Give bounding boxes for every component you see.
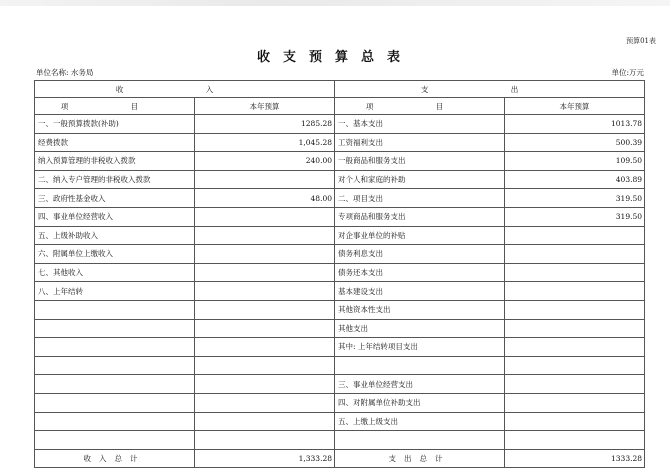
income-value-cell: 240.00 <box>195 152 335 171</box>
expense-item-cell: 二、项目支出 <box>335 189 505 208</box>
income-value-cell: 48.00 <box>195 189 335 208</box>
income-value-cell <box>195 412 335 431</box>
income-item-cell <box>35 412 195 431</box>
income-item-cell: 三、政府性基金收入 <box>35 189 195 208</box>
income-value-cell: 1,045.28 <box>195 133 335 152</box>
column-header-row <box>35 98 645 115</box>
income-value-cell <box>195 338 335 357</box>
expense-value-cell <box>505 226 645 245</box>
expense-item-cell: 一般商品和服务支出 <box>335 152 505 171</box>
table-row <box>35 393 645 412</box>
expense-item-cell <box>335 431 505 450</box>
income-item-cell <box>35 319 195 338</box>
income-item-cell <box>35 338 195 357</box>
expense-item-cell: 对企事业单位的补贴 <box>335 226 505 245</box>
expense-item-cell: 债务利息支出 <box>335 245 505 264</box>
expense-item-cell: 其他资本性支出 <box>335 300 505 319</box>
expense-item-cell: 其他支出 <box>335 319 505 338</box>
table-row <box>35 282 645 301</box>
income-item-cell: 经费拨款 <box>35 133 195 152</box>
expense-item-cell: 工资福利支出 <box>335 133 505 152</box>
income-value-cell <box>195 226 335 245</box>
income-total-value: 1,333.28 <box>195 449 335 468</box>
table-row <box>35 245 645 264</box>
income-section-header: 收 入 <box>35 81 335 98</box>
expense-item-header: 项 目 <box>335 98 505 115</box>
expense-item-cell <box>335 356 505 375</box>
income-budget-header: 本年预算 <box>195 98 335 115</box>
expense-item-cell: 五、上缴上级支出 <box>335 412 505 431</box>
expense-item-cell: 对个人和家庭的补助 <box>335 170 505 189</box>
expense-value-cell: 109.50 <box>505 152 645 171</box>
expense-section-header: 支 出 <box>335 81 645 98</box>
totals-row <box>35 449 645 468</box>
section-header-row <box>35 81 645 98</box>
page-title: 收支预算总表 <box>256 50 413 65</box>
expense-value-cell <box>505 282 645 301</box>
expense-value-cell: 500.39 <box>505 133 645 152</box>
expense-value-cell <box>505 263 645 282</box>
expense-value-cell: 403.89 <box>505 170 645 189</box>
income-item-cell: 六、附属单位上缴收入 <box>35 245 195 264</box>
budget-table <box>34 80 645 468</box>
income-value-cell: 1285.28 <box>195 115 335 134</box>
table-row <box>35 412 645 431</box>
table-row <box>35 319 645 338</box>
table-row <box>35 431 645 450</box>
expense-value-cell <box>505 356 645 375</box>
income-item-cell <box>35 300 195 319</box>
income-value-cell <box>195 282 335 301</box>
income-value-cell <box>195 393 335 412</box>
expense-value-cell <box>505 300 645 319</box>
expense-total-label: 支出总计 <box>335 449 505 468</box>
expense-item-cell: 四、对附属单位补助支出 <box>335 393 505 412</box>
expense-value-cell: 319.50 <box>505 189 645 208</box>
income-value-cell <box>195 319 335 338</box>
table-row <box>35 226 645 245</box>
income-item-cell: 四、事业单位经营收入 <box>35 207 195 226</box>
table-row <box>35 375 645 394</box>
income-item-cell: 纳入预算管理的非税收入拨款 <box>35 152 195 171</box>
table-row <box>35 170 645 189</box>
table-row <box>35 207 645 226</box>
expense-value-cell: 1013.78 <box>505 115 645 134</box>
income-item-cell: 一、一般预算拨款(补助) <box>35 115 195 134</box>
expense-value-cell <box>505 431 645 450</box>
income-value-cell <box>195 356 335 375</box>
currency-unit: 单位:万元 <box>611 68 644 77</box>
unit-name: 单位名称: 水务局 <box>36 68 94 77</box>
expense-value-cell: 319.50 <box>505 207 645 226</box>
table-row <box>35 338 645 357</box>
income-item-cell: 二、纳入专户管理的非税收入拨款 <box>35 170 195 189</box>
expense-value-cell <box>505 245 645 264</box>
income-item-cell: 五、上级补助收入 <box>35 226 195 245</box>
expense-item-cell: 专项商品和服务支出 <box>335 207 505 226</box>
income-item-cell: 七、其他收入 <box>35 263 195 282</box>
income-value-cell <box>195 375 335 394</box>
income-item-cell <box>35 393 195 412</box>
income-value-cell <box>195 170 335 189</box>
income-item-cell <box>35 375 195 394</box>
income-item-cell: 八、上年结转 <box>35 282 195 301</box>
expense-value-cell <box>505 319 645 338</box>
table-row <box>35 300 645 319</box>
table-row <box>35 263 645 282</box>
expense-value-cell <box>505 393 645 412</box>
table-body <box>35 115 645 450</box>
income-item-header: 项 目 <box>35 98 195 115</box>
income-value-cell <box>195 300 335 319</box>
income-value-cell <box>195 431 335 450</box>
expense-value-cell <box>505 375 645 394</box>
income-value-cell <box>195 245 335 264</box>
income-item-cell <box>35 356 195 375</box>
table-row <box>35 133 645 152</box>
income-value-cell <box>195 263 335 282</box>
expense-value-cell <box>505 412 645 431</box>
income-item-cell <box>35 431 195 450</box>
expense-item-cell: 一、基本支出 <box>335 115 505 134</box>
form-number: 预算01表 <box>626 37 656 45</box>
expense-item-cell: 基本建设支出 <box>335 282 505 301</box>
expense-item-cell: 其中: 上年结转项目支出 <box>335 338 505 357</box>
income-total-label: 收入总计 <box>35 449 195 468</box>
table-row <box>35 356 645 375</box>
expense-budget-header: 本年预算 <box>505 98 645 115</box>
table-row <box>35 189 645 208</box>
expense-item-cell: 债务还本支出 <box>335 263 505 282</box>
expense-item-cell: 三、事业单位经营支出 <box>335 375 505 394</box>
income-value-cell <box>195 207 335 226</box>
scan-top-strip <box>0 0 670 6</box>
table-row <box>35 152 645 171</box>
expense-value-cell <box>505 338 645 357</box>
expense-total-value: 1333.28 <box>505 449 645 468</box>
table-row <box>35 115 645 134</box>
